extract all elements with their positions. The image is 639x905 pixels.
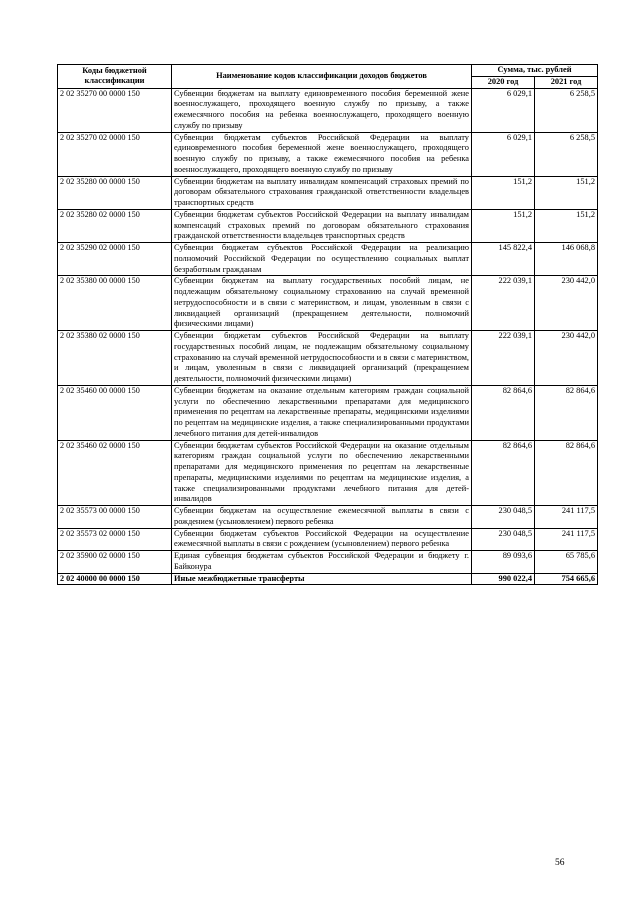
row-value-2021: 146 068,8 <box>535 243 598 276</box>
row-name: Субвенции бюджетам субъектов Российской Федерации на выплату государственных пособий лицам, не подлежащим обязательному социальному страхованию на случай временной нетрудоспособности и в связи с материнством, и лицам, уволенным в связи с ликвидацией организаций (прекращением деятельности, полномочий физическими лицами) <box>172 331 472 386</box>
header-name: Наименование кодов классификации доходов бюджетов <box>172 65 472 89</box>
row-code: 2 02 35460 00 0000 150 <box>58 385 172 440</box>
row-name: Субвенции бюджетам на выплату инвалидам компенсаций страховых премий по договорам обязательного страхования гражданской ответственности владельцев транспортных средств <box>172 176 472 209</box>
header-year-2021: 2021 год <box>535 76 598 88</box>
row-value-2021: 241 117,5 <box>535 506 598 529</box>
row-code: 2 02 35380 00 0000 150 <box>58 276 172 331</box>
table-row <box>58 331 598 386</box>
row-value-2020: 82 864,6 <box>472 440 535 506</box>
row-name: Единая субвенция бюджетам субъектов Российской Федерации и бюджету г. Байконура <box>172 551 472 574</box>
row-code: 2 02 35573 00 0000 150 <box>58 506 172 529</box>
row-name: Иные межбюджетные трансферты <box>172 573 472 585</box>
table-body <box>58 88 598 585</box>
row-value-2021: 151,2 <box>535 209 598 242</box>
row-name: Субвенции бюджетам на осуществление ежемесячной выплаты в связи с рождением (усыновлением) первого ребенка <box>172 506 472 529</box>
row-value-2021: 230 442,0 <box>535 276 598 331</box>
row-name: Субвенции бюджетам на выплату государственных пособий лицам, не подлежащим обязательному социальному страхованию на случай временной нетрудоспособности и в связи с материнством, и лицам, уволенным в связи с ликвидацией организаций (прекращением деятельности, полномочий физическими лицами) <box>172 276 472 331</box>
row-value-2021: 754 665,6 <box>535 573 598 585</box>
row-code: 2 02 35380 02 0000 150 <box>58 331 172 386</box>
row-value-2020: 145 822,4 <box>472 243 535 276</box>
total-row <box>58 573 598 585</box>
row-name: Субвенции бюджетам на оказание отдельным категориям граждан социальной услуги по обеспечению лекарственными препаратами для медицинского применения по рецептам на лекарственные препараты, медицинскими изделиями по рецептам на медицинские изделия, а также специализированными продуктами лечебного питания для детей-инвалидов <box>172 385 472 440</box>
table-row <box>58 176 598 209</box>
row-code: 2 02 35270 00 0000 150 <box>58 88 172 132</box>
budget-table <box>57 64 598 585</box>
table-row <box>58 243 598 276</box>
row-value-2021: 151,2 <box>535 176 598 209</box>
row-value-2021: 82 864,6 <box>535 385 598 440</box>
row-value-2020: 89 093,6 <box>472 551 535 574</box>
row-value-2020: 230 048,5 <box>472 506 535 529</box>
table-row <box>58 88 598 132</box>
table-row <box>58 132 598 176</box>
table-row <box>58 440 598 506</box>
row-value-2021: 82 864,6 <box>535 440 598 506</box>
row-code: 2 02 35290 02 0000 150 <box>58 243 172 276</box>
row-value-2020: 6 029,1 <box>472 132 535 176</box>
header-sum: Сумма, тыс. рублей <box>472 65 598 77</box>
row-value-2021: 6 258,5 <box>535 88 598 132</box>
row-name: Субвенции бюджетам субъектов Российской Федерации на выплату инвалидам компенсаций страховых премий по договорам обязательного страхования гражданской ответственности владельцев транспортных средств <box>172 209 472 242</box>
row-value-2021: 230 442,0 <box>535 331 598 386</box>
row-value-2020: 151,2 <box>472 209 535 242</box>
row-value-2020: 990 022,4 <box>472 573 535 585</box>
row-name: Субвенции бюджетам субъектов Российской Федерации на выплату единовременного пособия беременной жене военнослужащего, проходящего военную службу по призыву, а также ежемесячного пособия на ребенка военнослужащего, проходящего военную службу по призыву <box>172 132 472 176</box>
row-value-2020: 6 029,1 <box>472 88 535 132</box>
row-value-2020: 222 039,1 <box>472 276 535 331</box>
row-value-2020: 230 048,5 <box>472 528 535 551</box>
row-code: 2 02 35900 02 0000 150 <box>58 551 172 574</box>
row-code: 2 02 35573 02 0000 150 <box>58 528 172 551</box>
row-value-2021: 65 785,6 <box>535 551 598 574</box>
row-name: Субвенции бюджетам субъектов Российской Федерации на осуществление ежемесячной выплаты в связи с рождением (усыновлением) первого ребенка <box>172 528 472 551</box>
page-number: 56 <box>555 858 565 868</box>
row-code: 2 02 40000 00 0000 150 <box>58 573 172 585</box>
header-row <box>58 65 598 77</box>
header-code: Коды бюджетной классификации <box>58 65 172 89</box>
row-value-2020: 82 864,6 <box>472 385 535 440</box>
row-value-2020: 151,2 <box>472 176 535 209</box>
table-row <box>58 528 598 551</box>
row-code: 2 02 35460 02 0000 150 <box>58 440 172 506</box>
row-value-2021: 241 117,5 <box>535 528 598 551</box>
row-name: Субвенции бюджетам субъектов Российской Федерации на реализацию полномочий Российской Федерации по осуществлению социальных выплат безработным гражданам <box>172 243 472 276</box>
table-row <box>58 506 598 529</box>
row-code: 2 02 35270 02 0000 150 <box>58 132 172 176</box>
header-year-2020: 2020 год <box>472 76 535 88</box>
row-name: Субвенции бюджетам субъектов Российской Федерации на оказание отдельным категориям граждан социальной услуги по обеспечению лекарственными препаратами для медицинского применения по рецептам на лекарственные препараты, медицинскими изделиями по рецептам на медицинские изделия, а также специализированными продуктами лечебного питания для детей-инвалидов <box>172 440 472 506</box>
table-row <box>58 551 598 574</box>
row-code: 2 02 35280 02 0000 150 <box>58 209 172 242</box>
table-row <box>58 385 598 440</box>
row-value-2020: 222 039,1 <box>472 331 535 386</box>
row-value-2021: 6 258,5 <box>535 132 598 176</box>
table-row <box>58 276 598 331</box>
row-code: 2 02 35280 00 0000 150 <box>58 176 172 209</box>
row-name: Субвенции бюджетам на выплату единовременного пособия беременной жене военнослужащего, проходящего военную службу по призыву, а также ежемесячного пособия на ребенка военнослужащего, проходящего военную службу по призыву <box>172 88 472 132</box>
table-row <box>58 209 598 242</box>
